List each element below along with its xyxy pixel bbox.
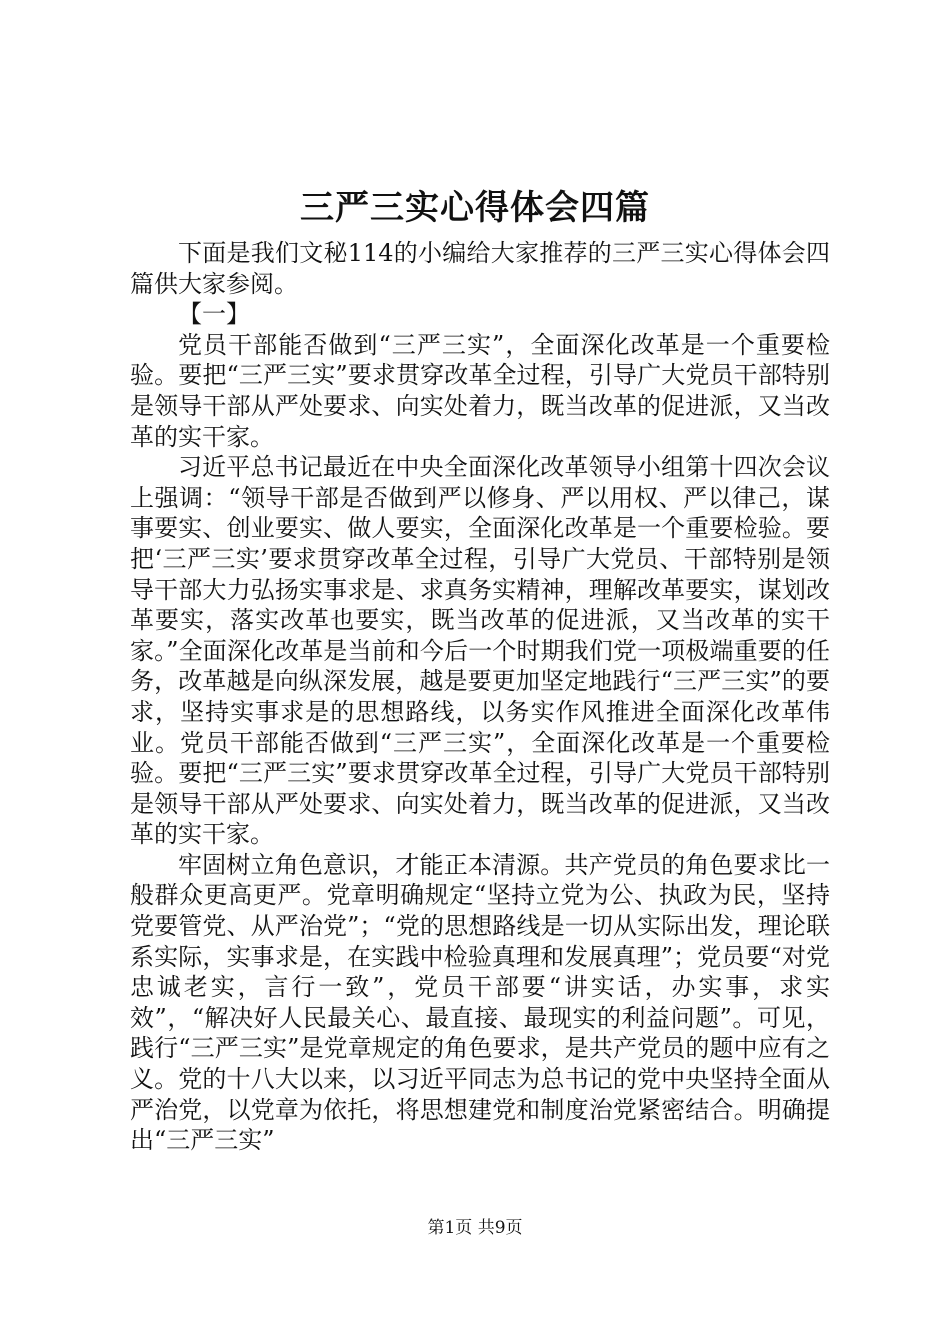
body-paragraph-3: 牢固树立角色意识，才能正本清源。共产党员的角色要求比一般群众更高更严。党章明确规定“坚持立党为公、执政为民，坚持党要管党、从严治党”；“党的思想路线是一切从实际出发，理论联系实际，实事求是，在实践中检验真理和发展真理”；党员要“对党忠诚老实，言行一致”，党员干部要“讲实话，办实事，求实效”，“解决好人民最关心、最直接、最现实的利益问题”。可见，践行“三严三实”是党章规定的角色要求，是共产党员的题中应有之义。党的十八大以来，以习近平同志为总书记的党中央坚持全面从严治党，以党章为依托，将思想建党和制度治党紧密结合。明确提出“三严三实” <box>130 850 830 1155</box>
document-title: 三严三实心得体会四篇 <box>300 188 650 228</box>
section-marker: 【一】 <box>178 300 250 329</box>
body-paragraph-1: 党员干部能否做到“三严三实”，全面深化改革是一个重要检验。要把“三严三实”要求贯穿改革全过程，引导广大党员干部特别是领导干部从严处要求、向实处着力，既当改革的促进派，又当改革的实干家。 <box>130 330 830 451</box>
intro-paragraph: 下面是我们文秘114的小编给大家推荐的三严三实心得体会四篇供大家参阅。 <box>130 239 830 298</box>
body-paragraph-2: 习近平总书记最近在中央全面深化改革领导小组第十四次会议上强调：“领导干部是否做到严以修身、严以用权、严以律己，谋事要实、创业要实、做人要实，全面深化改革是一个重要检验。要把‘三严三实’要求贯穿改革全过程，引导广大党员、干部特别是领导干部大力弘扬实事求是、求真务实精神，理解改革要实，谋划改革要实，落实改革也要实，既当改革的促进派，又当改革的实干家。”全面深化改革是当前和今后一个时期我们党一项极端重要的任务，改革越是向纵深发展，越是要更加坚定地践行“三严三实”的要求，坚持实事求是的思想路线，以务实作风推进全面深化改革伟业。党员干部能否做到“三严三实”，全面深化改革是一个重要检验。要把“三严三实”要求贯穿改革全过程，引导广大党员干部特别是领导干部从严处要求、向实处着力，既当改革的促进派，又当改革的实干家。 <box>130 453 830 849</box>
document-body <box>130 238 830 1156</box>
page-footer: 第1页 共9页 <box>427 1218 523 1238</box>
